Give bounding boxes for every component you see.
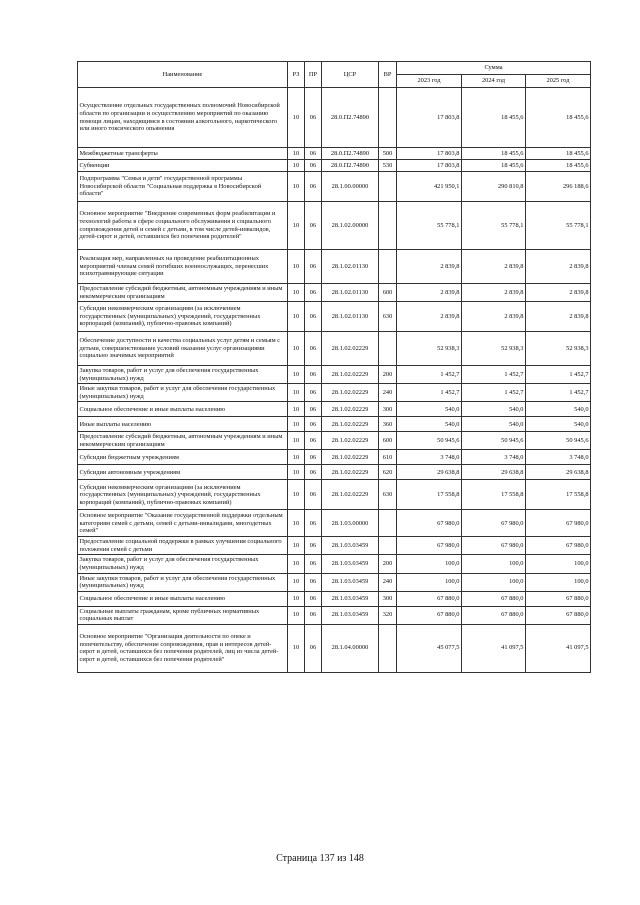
row-2023-cell: 421 950,1 [397, 172, 462, 202]
row-csr-cell: 28.0.П2.74890 [322, 88, 379, 148]
row-2023-cell: 55 778,1 [397, 202, 462, 250]
table-row [78, 384, 591, 402]
row-2023-cell: 45 077,5 [397, 624, 462, 672]
row-2025-cell: 2 839,8 [526, 284, 591, 302]
row-vr-cell [379, 332, 397, 366]
row-2023-cell: 2 839,8 [397, 284, 462, 302]
row-name-cell: Закупка товаров, работ и услуг для обеспечения государственных (муниципальных) нужд [78, 555, 288, 573]
row-2024-cell: 67 880,0 [462, 591, 526, 606]
header-name: Наименование [78, 62, 288, 88]
row-name-cell: Обеспечение доступности и качества социальных услуг детям и семьям с детьми, совершенствование условий оказания услуг организациями социально значимых мероприятий [78, 332, 288, 366]
row-csr-cell: 28.1.02.01130 [322, 284, 379, 302]
row-csr-cell: 28.1.02.02229 [322, 384, 379, 402]
row-rz-cell: 10 [288, 465, 305, 480]
row-2025-cell: 52 938,3 [526, 332, 591, 366]
row-2023-cell: 67 880,0 [397, 591, 462, 606]
row-vr-cell: 200 [379, 555, 397, 573]
row-name-cell: Предоставление субсидий бюджетным, автономным учреждениям и иным некоммерческим организациям [78, 284, 288, 302]
row-rz-cell: 10 [288, 537, 305, 555]
row-csr-cell: 28.1.00.00000 [322, 172, 379, 202]
row-vr-cell: 200 [379, 366, 397, 384]
row-name-cell: Субсидии некоммерческим организациям (за исключением государственных (муниципальных) учреждений, государственных корпораций (компаний), публично-правовых компаний) [78, 480, 288, 510]
row-rz-cell: 10 [288, 402, 305, 417]
row-2024-cell: 1 452,7 [462, 384, 526, 402]
row-2025-cell: 67 980,0 [526, 510, 591, 537]
table-row [78, 202, 591, 250]
row-vr-cell: 300 [379, 402, 397, 417]
row-2025-cell: 67 880,0 [526, 606, 591, 624]
row-rz-cell: 10 [288, 480, 305, 510]
row-csr-cell: 28.0.П2.74890 [322, 148, 379, 160]
table-row [78, 591, 591, 606]
row-2024-cell: 18 455,6 [462, 148, 526, 160]
header-csr: ЦСР [322, 62, 379, 88]
row-pr-cell: 06 [305, 202, 322, 250]
row-vr-cell [379, 202, 397, 250]
table-row [78, 450, 591, 465]
row-2024-cell: 540,0 [462, 417, 526, 432]
row-pr-cell: 06 [305, 417, 322, 432]
row-vr-cell: 630 [379, 480, 397, 510]
table-row [78, 480, 591, 510]
header-year-2025: 2025 год [526, 75, 591, 88]
row-csr-cell: 28.1.02.02229 [322, 417, 379, 432]
row-pr-cell: 06 [305, 555, 322, 573]
row-2023-cell: 2 839,8 [397, 302, 462, 332]
row-csr-cell: 28.1.02.02229 [322, 402, 379, 417]
row-vr-cell [379, 624, 397, 672]
row-csr-cell: 28.1.02.02229 [322, 332, 379, 366]
row-pr-cell: 06 [305, 88, 322, 148]
row-2024-cell: 540,0 [462, 402, 526, 417]
row-csr-cell: 28.1.03.03459 [322, 537, 379, 555]
row-vr-cell: 360 [379, 417, 397, 432]
row-csr-cell: 28.1.02.02229 [322, 450, 379, 465]
row-rz-cell: 10 [288, 591, 305, 606]
row-2025-cell: 29 638,8 [526, 465, 591, 480]
row-vr-cell [379, 88, 397, 148]
table-row [78, 402, 591, 417]
table-row [78, 250, 591, 284]
row-csr-cell: 28.0.П2.74890 [322, 160, 379, 172]
table-header-row [78, 62, 591, 75]
row-2024-cell: 100,0 [462, 555, 526, 573]
row-csr-cell: 28.1.02.02229 [322, 465, 379, 480]
row-pr-cell: 06 [305, 510, 322, 537]
row-2023-cell: 67 880,0 [397, 606, 462, 624]
row-csr-cell: 28.1.03.03459 [322, 555, 379, 573]
row-name-cell: Субсидии автономным учреждениям [78, 465, 288, 480]
row-rz-cell: 10 [288, 366, 305, 384]
row-2023-cell: 1 452,7 [397, 366, 462, 384]
row-csr-cell: 28.1.02.02229 [322, 480, 379, 510]
header-sum: Сумма [397, 62, 591, 75]
row-name-cell: Подпрограмма "Семья и дети" государственной программы Новосибирской области "Социальная поддержка в Новосибирской области" [78, 172, 288, 202]
table-row [78, 432, 591, 450]
row-2023-cell: 100,0 [397, 573, 462, 591]
row-rz-cell: 10 [288, 284, 305, 302]
row-name-cell: Предоставление социальной поддержки в рамках улучшения социального положения семей с детьми [78, 537, 288, 555]
row-name-cell: Основное мероприятие "Оказание государственной поддержки отдельным категориям семей с детьми, семей с детьми-инвалидами, многодетных семей" [78, 510, 288, 537]
row-vr-cell: 240 [379, 384, 397, 402]
row-2025-cell: 18 455,6 [526, 160, 591, 172]
row-pr-cell: 06 [305, 160, 322, 172]
row-2025-cell: 18 455,6 [526, 148, 591, 160]
row-pr-cell: 06 [305, 624, 322, 672]
row-vr-cell: 500 [379, 148, 397, 160]
row-name-cell: Межбюджетные трансферты [78, 148, 288, 160]
row-2024-cell: 55 778,1 [462, 202, 526, 250]
row-vr-cell [379, 172, 397, 202]
row-2023-cell: 3 748,0 [397, 450, 462, 465]
table-row [78, 284, 591, 302]
row-pr-cell: 06 [305, 366, 322, 384]
row-2024-cell: 100,0 [462, 573, 526, 591]
row-vr-cell: 620 [379, 465, 397, 480]
row-pr-cell: 06 [305, 250, 322, 284]
row-2024-cell: 50 945,6 [462, 432, 526, 450]
row-pr-cell: 06 [305, 432, 322, 450]
row-2023-cell: 100,0 [397, 555, 462, 573]
row-rz-cell: 10 [288, 160, 305, 172]
row-pr-cell: 06 [305, 284, 322, 302]
row-2023-cell: 17 803,8 [397, 148, 462, 160]
row-2023-cell: 67 980,0 [397, 510, 462, 537]
row-csr-cell: 28.1.03.03459 [322, 606, 379, 624]
row-2023-cell: 67 980,0 [397, 537, 462, 555]
row-vr-cell: 530 [379, 160, 397, 172]
row-2025-cell: 3 748,0 [526, 450, 591, 465]
row-vr-cell [379, 537, 397, 555]
row-csr-cell: 28.1.03.03459 [322, 573, 379, 591]
row-vr-cell: 600 [379, 284, 397, 302]
header-year-2023: 2023 год [397, 75, 462, 88]
row-rz-cell: 10 [288, 202, 305, 250]
page-number: Страница 137 из 148 [276, 853, 364, 864]
row-rz-cell: 10 [288, 555, 305, 573]
row-2025-cell: 67 980,0 [526, 537, 591, 555]
row-csr-cell: 28.1.02.01130 [322, 250, 379, 284]
row-pr-cell: 06 [305, 148, 322, 160]
row-vr-cell: 300 [379, 591, 397, 606]
table-row [78, 302, 591, 332]
row-2024-cell: 18 455,6 [462, 88, 526, 148]
row-name-cell: Иные закупки товаров, работ и услуг для обеспечения государственных (муниципальных) нужд [78, 384, 288, 402]
row-csr-cell: 28.1.03.00000 [322, 510, 379, 537]
row-2025-cell: 540,0 [526, 417, 591, 432]
row-rz-cell: 10 [288, 148, 305, 160]
table-row [78, 172, 591, 202]
row-csr-cell: 28.1.03.03459 [322, 591, 379, 606]
row-name-cell: Основное мероприятие "Организация деятельности по опеке и попечительству, обеспечение сопровождения, прав и интересов детей-сирот и детей, оставшихся без попечения родителей, лиц из числа детей-сирот и детей, оставшихся без попечения родителей" [78, 624, 288, 672]
row-rz-cell: 10 [288, 250, 305, 284]
row-name-cell: Субвенции [78, 160, 288, 172]
row-2025-cell: 50 945,6 [526, 432, 591, 450]
table-body [78, 88, 591, 673]
row-2024-cell: 2 839,8 [462, 250, 526, 284]
table-row [78, 573, 591, 591]
row-2023-cell: 2 839,8 [397, 250, 462, 284]
row-2024-cell: 2 839,8 [462, 302, 526, 332]
row-pr-cell: 06 [305, 591, 322, 606]
row-pr-cell: 06 [305, 402, 322, 417]
row-rz-cell: 10 [288, 384, 305, 402]
row-rz-cell: 10 [288, 573, 305, 591]
row-2025-cell: 2 839,8 [526, 302, 591, 332]
row-name-cell: Социальные выплаты гражданам, кроме публичных нормативных социальных выплат [78, 606, 288, 624]
row-pr-cell: 06 [305, 172, 322, 202]
row-2023-cell: 17 803,8 [397, 88, 462, 148]
table-row [78, 332, 591, 366]
row-rz-cell: 10 [288, 302, 305, 332]
table-row [78, 624, 591, 672]
row-name-cell: Закупка товаров, работ и услуг для обеспечения государственных (муниципальных) нужд [78, 366, 288, 384]
row-2025-cell: 67 880,0 [526, 591, 591, 606]
row-csr-cell: 28.1.02.02229 [322, 432, 379, 450]
row-csr-cell: 28.1.02.00000 [322, 202, 379, 250]
row-vr-cell: 240 [379, 573, 397, 591]
row-2025-cell: 100,0 [526, 573, 591, 591]
table-row [78, 148, 591, 160]
row-name-cell: Субсидии бюджетным учреждениям [78, 450, 288, 465]
row-pr-cell: 06 [305, 537, 322, 555]
row-2024-cell: 29 638,8 [462, 465, 526, 480]
row-2025-cell: 100,0 [526, 555, 591, 573]
row-name-cell: Основное мероприятие "Внедрение современных форм реабилитации и технологий работы в сфере социального обслуживания и социального сопровождения детей и семей с детьми, в том числе детей-инвалидов, детей-сирот и детей, оставшихся без попечения родителей" [78, 202, 288, 250]
row-rz-cell: 10 [288, 332, 305, 366]
table-row [78, 417, 591, 432]
row-rz-cell: 10 [288, 417, 305, 432]
row-2025-cell: 17 558,8 [526, 480, 591, 510]
row-pr-cell: 06 [305, 384, 322, 402]
row-2024-cell: 52 938,3 [462, 332, 526, 366]
row-2025-cell: 55 778,1 [526, 202, 591, 250]
row-name-cell: Предоставление субсидий бюджетным, автономным учреждениям и иным некоммерческим организациям [78, 432, 288, 450]
budget-table [77, 61, 591, 673]
row-name-cell: Иные закупки товаров, работ и услуг для обеспечения государственных (муниципальных) нужд [78, 573, 288, 591]
table-row [78, 88, 591, 148]
row-2024-cell: 67 980,0 [462, 537, 526, 555]
row-vr-cell [379, 510, 397, 537]
row-vr-cell: 600 [379, 432, 397, 450]
row-2024-cell: 17 558,8 [462, 480, 526, 510]
row-name-cell: Реализация мер, направленных на проведение реабилитационных мероприятий членам семей погибших военнослужащих, перенесших психотравмирующие ситуации [78, 250, 288, 284]
row-name-cell: Иные выплаты населению [78, 417, 288, 432]
row-2023-cell: 540,0 [397, 417, 462, 432]
row-rz-cell: 10 [288, 624, 305, 672]
row-name-cell: Субсидии некоммерческим организациям (за исключением государственных (муниципальных) учреждений, государственных корпораций (компаний), публично-правовых компаний) [78, 302, 288, 332]
row-vr-cell: 320 [379, 606, 397, 624]
row-rz-cell: 10 [288, 606, 305, 624]
row-csr-cell: 28.1.02.02229 [322, 366, 379, 384]
row-vr-cell: 610 [379, 450, 397, 465]
row-vr-cell: 630 [379, 302, 397, 332]
header-year-2024: 2024 год [462, 75, 526, 88]
row-2024-cell: 41 097,5 [462, 624, 526, 672]
row-2024-cell: 1 452,7 [462, 366, 526, 384]
row-2025-cell: 296 188,6 [526, 172, 591, 202]
row-pr-cell: 06 [305, 302, 322, 332]
table-row [78, 537, 591, 555]
row-2024-cell: 3 748,0 [462, 450, 526, 465]
row-pr-cell: 06 [305, 332, 322, 366]
row-2025-cell: 18 455,6 [526, 88, 591, 148]
row-2023-cell: 17 558,8 [397, 480, 462, 510]
row-2025-cell: 540,0 [526, 402, 591, 417]
header-vr: ВР [379, 62, 397, 88]
header-rz: РЗ [288, 62, 305, 88]
table-row [78, 160, 591, 172]
row-pr-cell: 06 [305, 450, 322, 465]
row-name-cell: Социальное обеспечение и иные выплаты населению [78, 402, 288, 417]
row-pr-cell: 06 [305, 465, 322, 480]
row-2023-cell: 52 938,3 [397, 332, 462, 366]
row-rz-cell: 10 [288, 450, 305, 465]
row-name-cell: Осуществление отдельных государственных полномочий Новосибирской области по организации и осуществлению мероприятий по оказанию помощи лицам, находящимся в состоянии алкогольного, наркотического или иного токсического опьянения [78, 88, 288, 148]
row-2024-cell: 290 810,8 [462, 172, 526, 202]
row-2025-cell: 2 839,8 [526, 250, 591, 284]
header-pr: ПР [305, 62, 322, 88]
row-2024-cell: 67 880,0 [462, 606, 526, 624]
table-row [78, 510, 591, 537]
row-pr-cell: 06 [305, 480, 322, 510]
row-name-cell: Социальное обеспечение и иные выплаты населению [78, 591, 288, 606]
row-csr-cell: 28.1.02.01130 [322, 302, 379, 332]
row-2023-cell: 50 945,6 [397, 432, 462, 450]
row-rz-cell: 10 [288, 88, 305, 148]
row-2023-cell: 1 452,7 [397, 384, 462, 402]
row-pr-cell: 06 [305, 573, 322, 591]
row-2024-cell: 67 980,0 [462, 510, 526, 537]
row-2023-cell: 29 638,8 [397, 465, 462, 480]
row-vr-cell [379, 250, 397, 284]
row-2023-cell: 540,0 [397, 402, 462, 417]
row-2025-cell: 41 097,5 [526, 624, 591, 672]
row-rz-cell: 10 [288, 510, 305, 537]
row-csr-cell: 28.1.04.00000 [322, 624, 379, 672]
table-row [78, 465, 591, 480]
row-2024-cell: 2 839,8 [462, 284, 526, 302]
row-rz-cell: 10 [288, 432, 305, 450]
row-2024-cell: 18 455,6 [462, 160, 526, 172]
table-row [78, 606, 591, 624]
row-2025-cell: 1 452,7 [526, 384, 591, 402]
table-row [78, 555, 591, 573]
row-2023-cell: 17 803,8 [397, 160, 462, 172]
row-rz-cell: 10 [288, 172, 305, 202]
row-2025-cell: 1 452,7 [526, 366, 591, 384]
table-row [78, 366, 591, 384]
row-pr-cell: 06 [305, 606, 322, 624]
